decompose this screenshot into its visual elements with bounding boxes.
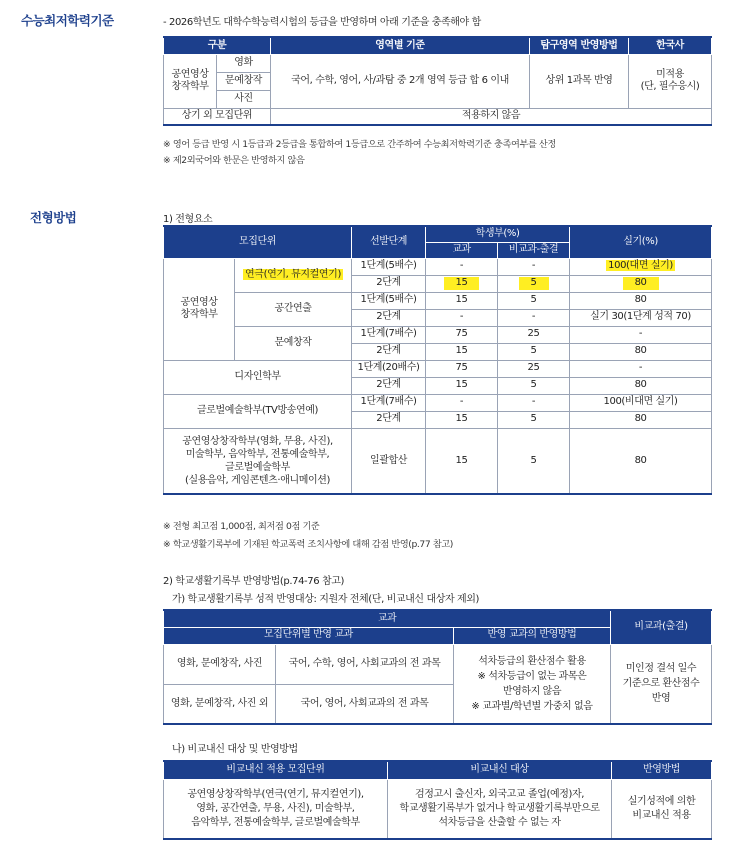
highlight: 100(대면 실기): [608, 260, 673, 272]
th-practical: 실기(%): [570, 226, 712, 258]
unit-cell: 글로벌예술학부(TV방송연예): [164, 394, 352, 428]
csat-inquiry-cell: 상위 1과목 반영: [530, 54, 629, 108]
practical-cell: -: [570, 360, 712, 377]
csat-note: ※ 영어 등급 반영 시 1등급과 2등급을 통합하여 1등급으로 간주하여 수능최저학력기준 충족여부를 산정: [163, 139, 556, 150]
attendance-cell: 미인정 결석 일수 기준으로 환산점수 반영: [611, 644, 712, 724]
unit-cell: 공연영상창작학부(영화, 무용, 사진), 미술학부, 음악학부, 전통예술학부, 글로벌예술학부 (실용음악, 게임콘텐츠·애니메이션): [164, 428, 352, 494]
th-nonsubject: 비교과-출결: [498, 242, 570, 258]
th-subject: 교과: [164, 610, 611, 627]
subject-cell: 15: [426, 377, 498, 394]
subject-cell: 15: [426, 411, 498, 428]
nonsubject-cell: -: [498, 394, 570, 411]
subjects-cell: 국어, 영어, 사회교과의 전 과목: [276, 684, 454, 724]
selection-elements-table: [163, 225, 712, 495]
comparative-grade-table: [163, 760, 712, 840]
unit-cell: 공간연출: [235, 292, 352, 326]
th-method: 반영 교과의 반영방법: [454, 627, 611, 644]
th-comparative-units: 비교내신 적용 모집단위: [164, 761, 388, 779]
th-unit: 모집단위: [164, 226, 352, 258]
stage-cell: 1단계(5배수): [352, 292, 426, 309]
stage-cell: 1단계(7배수): [352, 326, 426, 343]
subject-cell: 15: [426, 428, 498, 494]
method-note: ※ 학교생활기록부에 기재된 학교폭력 조치사항에 대해 감점 반영(p.77 참고): [163, 539, 453, 550]
th-history: 한국사: [629, 37, 712, 54]
unit-cell: 영화, 문예창작, 사진: [164, 644, 276, 684]
nonsubject-cell: [498, 275, 570, 292]
unit-cell: 문예창작: [235, 326, 352, 360]
nonsubject-cell: 5: [498, 411, 570, 428]
unit-cell: 영화, 문예창작, 사진 외: [164, 684, 276, 724]
subject-cell: 75: [426, 360, 498, 377]
sub-heading-record-b: 나) 비교내신 대상 및 반영방법: [172, 744, 298, 755]
subjects-cell: 국어, 수학, 영어, 사회교과의 전 과목: [276, 644, 454, 684]
practical-cell: 실기 30(1단계 성적 70): [570, 309, 712, 326]
section-title-csat: 수능최저학력기준: [21, 13, 114, 28]
group-cell: 공연영상 창작학부: [164, 258, 235, 360]
th-division: 구분: [164, 37, 271, 54]
th-comparative-targets: 비교내신 대상: [388, 761, 612, 779]
subject-cell: 15: [426, 292, 498, 309]
csat-other-label: 상기 외 모집단위: [164, 108, 271, 125]
method-cell: [454, 644, 611, 724]
record-reflection-table: [163, 609, 712, 725]
nonsubject-cell: 5: [498, 428, 570, 494]
subject-cell: -: [426, 394, 498, 411]
th-criteria: 영역별 기준: [271, 37, 530, 54]
th-inquiry: 탐구영역 반영방법: [530, 37, 629, 54]
highlight: 15: [444, 277, 480, 290]
csat-history-cell: 미적용 (단, 필수응시): [629, 54, 712, 108]
nonsubject-cell: -: [498, 309, 570, 326]
subject-cell: 15: [426, 343, 498, 360]
th-unit-subjects: 모집단위별 반영 교과: [164, 627, 454, 644]
method-line: 반영하지 않음: [502, 685, 562, 697]
stage-cell: 2단계: [352, 377, 426, 394]
comparative-method-cell: 실기성적에 의한 비교내신 적용: [612, 779, 712, 839]
nonsubject-cell: 5: [498, 292, 570, 309]
nonsubject-cell: 25: [498, 326, 570, 343]
csat-major-cell: 사진: [217, 90, 271, 108]
subject-cell: [426, 275, 498, 292]
th-record: 학생부(%): [426, 226, 570, 242]
stage-cell: 2단계: [352, 309, 426, 326]
section-title-method: 전형방법: [30, 210, 77, 225]
nonsubject-cell: 5: [498, 377, 570, 394]
stage-cell: 일괄합산: [352, 428, 426, 494]
csat-major-cell: 문예창작: [217, 72, 271, 90]
csat-criteria-table: [163, 36, 712, 126]
th-stage: 선발단계: [352, 226, 426, 258]
subject-cell: 75: [426, 326, 498, 343]
subject-cell: -: [426, 258, 498, 275]
practical-cell: 80: [570, 428, 712, 494]
unit-cell: [235, 258, 352, 292]
highlight: 5: [519, 277, 549, 290]
practical-cell: 80: [570, 411, 712, 428]
practical-cell: -: [570, 326, 712, 343]
method-line: ※ 석차등급이 없는 과목은: [477, 670, 587, 682]
csat-group-cell: 공연영상 창작학부: [164, 54, 217, 108]
comparative-units-cell: 공연영상창작학부(연극(연기, 뮤지컬연기), 영화, 공간연출, 무용, 사진), 미술학부, 음악학부, 전통예술학부, 글로벌예술학부: [164, 779, 388, 839]
unit-cell: 디자인학부: [164, 360, 352, 394]
practical-cell: [570, 258, 712, 275]
stage-cell: 2단계: [352, 343, 426, 360]
comparative-targets-cell: 검정고시 출신자, 외국고교 졸업(예정)자, 학교생활기록부가 없거나 학교생활기록부만으로 석차등급을 산출할 수 없는 자: [388, 779, 612, 839]
th-attendance: 비교과(출결): [611, 610, 712, 644]
stage-cell: 1단계(7배수): [352, 394, 426, 411]
csat-intro: - 2026학년도 대학수학능력시험의 등급을 반영하며 아래 기준을 충족해야 함: [163, 17, 481, 28]
subject-cell: -: [426, 309, 498, 326]
practical-cell: 100(비대면 실기): [570, 394, 712, 411]
stage-cell: 1단계(20배수): [352, 360, 426, 377]
sub-heading-record: 2) 학교생활기록부 반영방법(p.74-76 참고): [163, 576, 344, 587]
practical-cell: 80: [570, 343, 712, 360]
csat-criteria-cell: 국어, 수학, 영어, 사/과탐 중 2개 영역 등급 합 6 이내: [271, 54, 530, 108]
practical-cell: 80: [570, 377, 712, 394]
method-line: ※ 교과별/학년별 가중치 없음: [471, 700, 593, 712]
highlight: 80: [623, 277, 659, 290]
csat-note: ※ 제2외국어와 한문은 반영하지 않음: [163, 155, 305, 166]
sub-heading-elements: 1) 전형요소: [163, 214, 213, 225]
highlight: 연극(연기, 뮤지컬연기): [245, 268, 341, 280]
csat-other-value: 적용하지 않음: [271, 108, 712, 125]
nonsubject-cell: 5: [498, 343, 570, 360]
stage-cell: 2단계: [352, 275, 426, 292]
practical-cell: [570, 275, 712, 292]
th-comparative-method: 반영방법: [612, 761, 712, 779]
stage-cell: 2단계: [352, 411, 426, 428]
nonsubject-cell: -: [498, 258, 570, 275]
th-subject: 교과: [426, 242, 498, 258]
nonsubject-cell: 25: [498, 360, 570, 377]
sub-heading-record-a: 가) 학교생활기록부 성적 반영대상: 지원자 전체(단, 비교내신 대상자 제외): [172, 594, 480, 605]
method-line: 석차등급의 환산점수 활용: [478, 655, 586, 667]
stage-cell: 1단계(5배수): [352, 258, 426, 275]
practical-cell: 80: [570, 292, 712, 309]
csat-major-cell: 영화: [217, 54, 271, 72]
method-note: ※ 전형 최고점 1,000점, 최저점 0점 기준: [163, 521, 320, 532]
